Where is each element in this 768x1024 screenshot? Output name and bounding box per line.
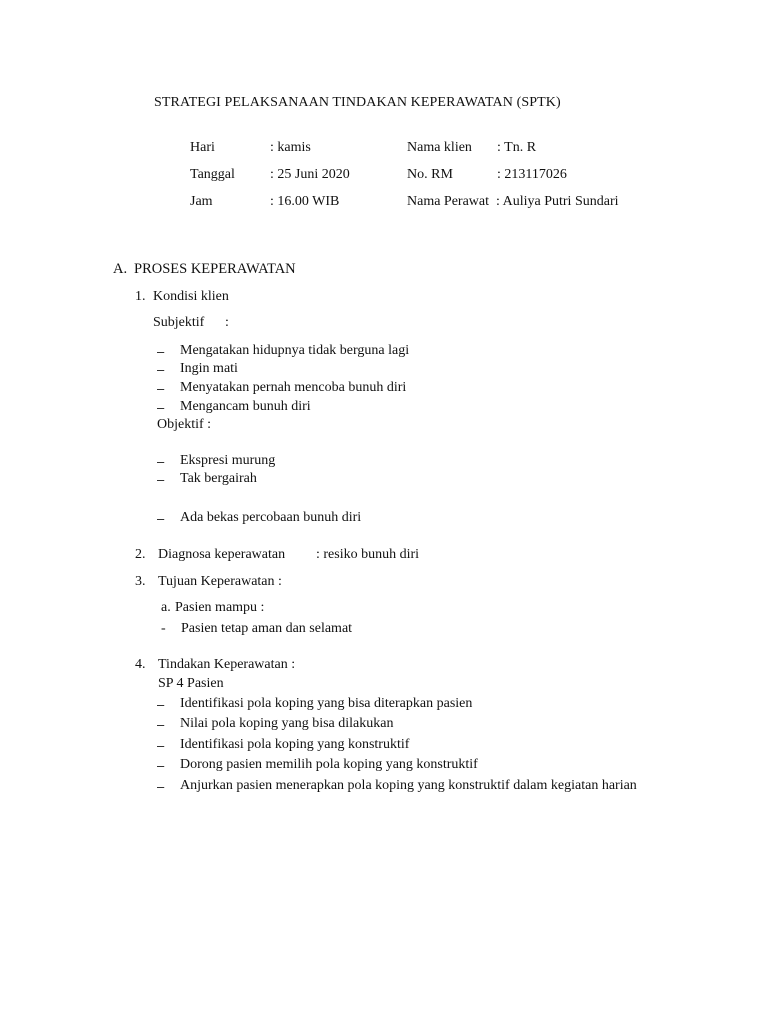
subjektif-item: Ingin mati [180, 361, 238, 376]
objektif-item: Tak bergairah [180, 471, 257, 486]
dash-bullet: – [157, 511, 165, 526]
item-2-number: 2. [135, 547, 146, 562]
hari-value: : kamis [270, 140, 311, 155]
dash-bullet: – [157, 400, 165, 415]
action-item: Identifikasi pola koping yang konstruktif [180, 737, 410, 752]
subjektif-item: Mengatakan hidupnya tidak berguna lagi [180, 343, 410, 358]
hari-label: Hari [190, 140, 215, 155]
item-3-sub-label: Pasien mampu : [175, 600, 265, 615]
item-1-label: Kondisi klien [153, 289, 229, 304]
action-item: Identifikasi pola koping yang bisa diterapkan pasien [180, 696, 473, 711]
item-2-label: Diagnosa keperawatan [158, 547, 286, 562]
dash-bullet: – [157, 697, 165, 712]
hyphen-bullet: - [161, 621, 166, 636]
nama-perawat-value: : Auliya Putri Sundari [496, 194, 619, 209]
dash-bullet: – [157, 717, 165, 732]
jam-value: : 16.00 WIB [270, 194, 340, 209]
no-rm-value: : 213117026 [497, 167, 567, 182]
dash-bullet: – [157, 381, 165, 396]
subjektif-label: Subjektif [153, 315, 205, 330]
tanggal-value: : 25 Juni 2020 [270, 167, 350, 182]
item-4-number: 4. [135, 657, 146, 672]
sp-label: SP 4 Pasien [158, 676, 224, 691]
dash-bullet: – [157, 738, 165, 753]
tanggal-label: Tanggal [190, 167, 235, 182]
item-1-number: 1. [135, 289, 146, 304]
dash-bullet: – [157, 472, 165, 487]
dash-bullet: – [157, 362, 165, 377]
subjektif-item: Menyatakan pernah mencoba bunuh diri [180, 380, 407, 395]
section-a-heading: PROSES KEPERAWATAN [134, 261, 296, 277]
document-title: STRATEGI PELAKSANAAN TINDAKAN KEPERAWATAN (SPTK) [154, 95, 561, 110]
item-3-sub-marker: a. [161, 600, 171, 615]
dash-bullet: – [157, 344, 165, 359]
item-4-label: Tindakan Keperawatan : [158, 657, 296, 672]
dash-bullet: – [157, 454, 165, 469]
objektif-label: Objektif : [157, 417, 212, 432]
item-3-point: Pasien tetap aman dan selamat [181, 621, 353, 636]
nama-klien-value: : Tn. R [497, 140, 537, 155]
section-a-marker: A. [113, 261, 128, 277]
objektif-item: Ada bekas percobaan bunuh diri [180, 510, 362, 525]
jam-label: Jam [190, 194, 213, 209]
item-2-value: : resiko bunuh diri [316, 547, 420, 562]
subjektif-colon: : [225, 315, 229, 330]
item-3-number: 3. [135, 574, 146, 589]
dash-bullet: – [157, 758, 165, 773]
item-3-label: Tujuan Keperawatan : [158, 574, 282, 589]
nama-klien-label: Nama klien [407, 140, 472, 155]
action-item: Nilai pola koping yang bisa dilakukan [180, 716, 394, 731]
action-item: Dorong pasien memilih pola koping yang konstruktif [180, 757, 478, 772]
subjektif-item: Mengancam bunuh diri [180, 399, 311, 414]
action-item: Anjurkan pasien menerapkan pola koping yang konstruktif dalam kegiatan harian [180, 778, 637, 793]
nama-perawat-label: Nama Perawat [407, 194, 490, 209]
objektif-item: Ekspresi murung [180, 453, 276, 468]
no-rm-label: No. RM [407, 167, 453, 182]
dash-bullet: – [157, 779, 165, 794]
